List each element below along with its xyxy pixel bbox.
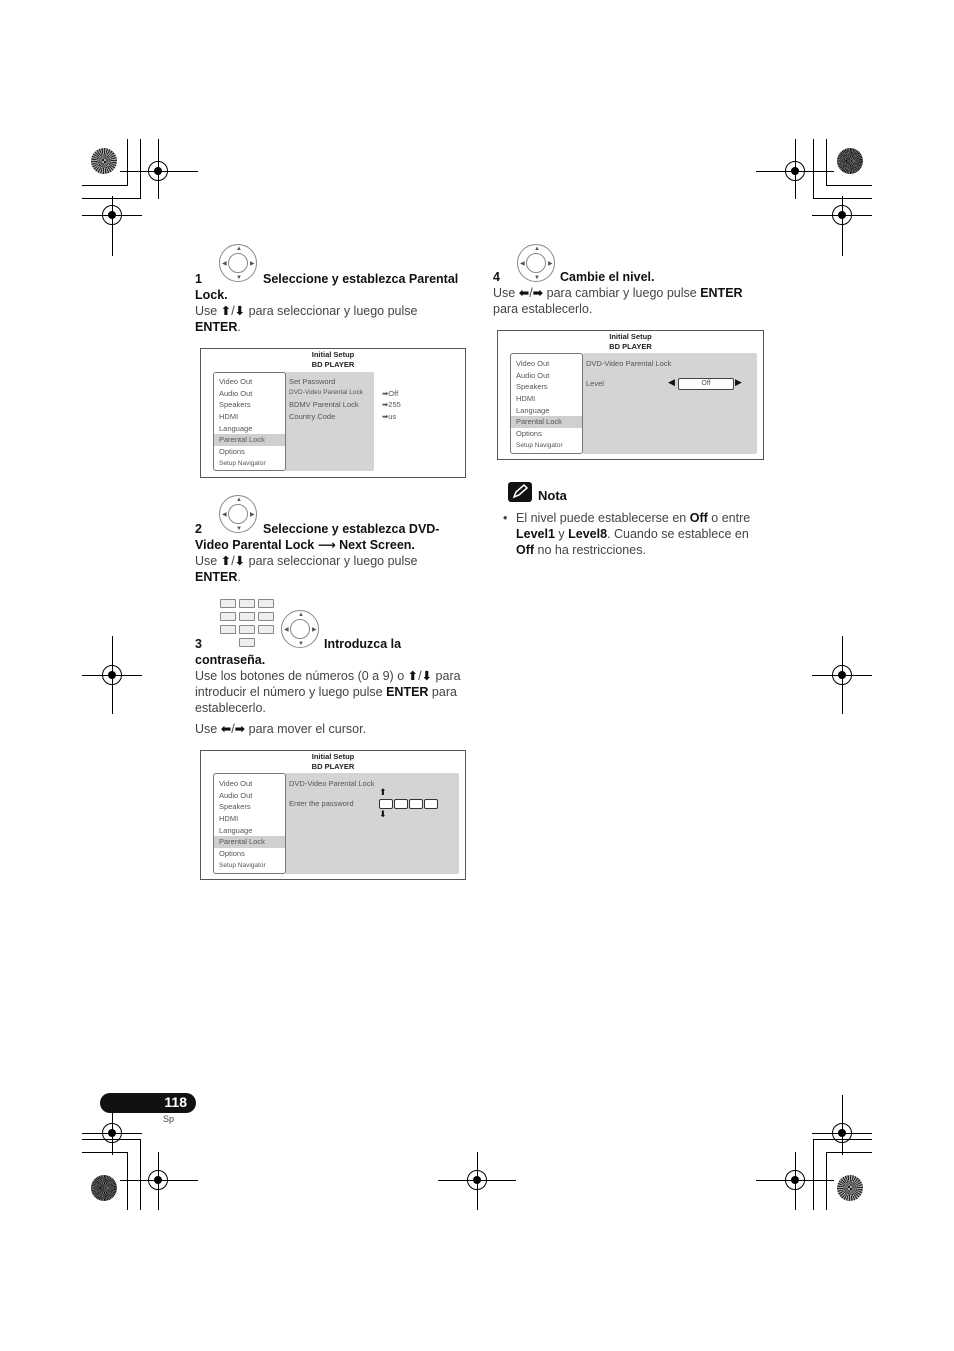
menu-item: Video Out <box>219 377 253 386</box>
menu-item: Language <box>219 825 253 835</box>
menu-item: Options <box>219 849 245 859</box>
right-arrow-icon: ➡ <box>382 400 389 409</box>
menu-item: Options <box>516 429 542 439</box>
password-digit-box <box>394 799 408 809</box>
page-language: Sp <box>163 1114 175 1124</box>
menu-item: Language <box>516 405 550 415</box>
row-value: ➡255 <box>382 400 401 409</box>
right-arrow-icon: ➡ <box>382 389 389 398</box>
down-arrow-icon: ⬇ <box>234 304 246 318</box>
step-3-text: Use los botones de números (0 a 9) o ⬆/⬇ para introducir el número y luego pulse ENTER para establecerlo. <box>195 669 461 715</box>
menu-item: Speakers <box>516 382 548 392</box>
left-triangle-icon: ◀ <box>668 377 675 387</box>
right-arrow-icon: ➡ <box>532 286 544 300</box>
up-arrow-icon: ⬆ <box>379 787 387 797</box>
page-number: 118 <box>164 1094 187 1110</box>
menu-item: Audio Out <box>219 388 253 398</box>
right-arrow-icon: ➡ <box>234 722 246 736</box>
step-3-cursor-text: Use ⬅/➡ para mover el cursor. <box>195 722 367 736</box>
step-4-text: Use ⬅/➡ para cambiar y luego pulse ENTER para establecerlo. <box>493 286 743 316</box>
level-value: Off <box>678 378 734 390</box>
note-title: Nota <box>538 488 567 503</box>
down-arrow-icon: ⬇ <box>234 554 246 568</box>
right-triangle-icon: ▶ <box>735 377 742 387</box>
dpad-icon: ▲ ▼ ◀ ▶ <box>517 244 555 282</box>
level-label: Level <box>586 379 604 388</box>
menu-row: Country Code <box>289 412 336 421</box>
menu-row: DVD-Video Parental Lock <box>289 389 363 396</box>
long-arrow-icon: ⟶ <box>317 538 336 552</box>
menu-item: Setup Navigator <box>219 459 266 467</box>
menu-item: Setup Navigator <box>219 861 266 869</box>
step-2-text: Use ⬆/⬇ para seleccionar y luego pulse ENTER. <box>195 554 418 584</box>
step-4-title: 4 Cambie el nivel. <box>493 270 655 284</box>
page-number-badge <box>100 1093 196 1113</box>
setup-menu <box>510 353 583 454</box>
password-label: Enter the password <box>289 799 354 808</box>
note-icon <box>508 482 532 502</box>
dpad-icon: ▲ ▼ ◀ ▶ <box>219 495 257 533</box>
menu-item: HDMI <box>516 394 536 404</box>
setup-menu <box>213 773 286 874</box>
password-digit-box <box>424 799 438 809</box>
menu-item: Video Out <box>516 359 550 368</box>
password-digit-box <box>379 799 393 809</box>
menu-row: Set Password <box>289 377 336 386</box>
row-value: ➡us <box>382 412 397 421</box>
menu-item-selected: Parental Lock <box>214 434 285 446</box>
menu-item: Audio Out <box>219 790 253 800</box>
panel-heading: DVD-Video Parental Lock <box>289 779 375 788</box>
left-arrow-icon: ⬅ <box>220 722 232 736</box>
menu-item-selected: Parental Lock <box>214 836 285 848</box>
down-arrow-icon: ⬇ <box>421 669 433 683</box>
menu-item: HDMI <box>219 814 239 824</box>
menu-item-selected: Parental Lock <box>511 416 582 428</box>
up-arrow-icon: ⬆ <box>407 669 419 683</box>
up-arrow-icon: ⬆ <box>220 554 232 568</box>
left-arrow-icon: ⬅ <box>518 286 530 300</box>
setup-screen-4: Initial Setup BD PLAYER Video Out Audio Out Speakers HDMI Language Parental Lock Options Setup Navigator DVD-Video Parental Lock Level ◀ Off ▶ <box>497 330 764 460</box>
step-1-title: 1 Seleccione y establezca Parental Lock. <box>195 272 459 302</box>
menu-item: Language <box>219 423 253 433</box>
note-text: • El nivel puede establecerse en Off o entre Level1 y Level8. Cuando se establece en Off no ha restricciones. <box>503 511 751 557</box>
bullet: • <box>503 511 508 525</box>
setup-menu <box>213 372 286 471</box>
menu-row: BDMV Parental Lock <box>289 400 359 409</box>
row-value: ➡Off <box>382 389 399 398</box>
menu-item: Speakers <box>219 400 251 410</box>
menu-item: HDMI <box>219 412 239 422</box>
panel-heading: DVD-Video Parental Lock <box>586 359 672 368</box>
up-arrow-icon: ⬆ <box>220 304 232 318</box>
step-1-text: Use ⬆/⬇ para seleccionar y luego pulse ENTER. <box>195 304 418 334</box>
down-arrow-icon: ⬇ <box>379 809 387 819</box>
right-arrow-icon: ➡ <box>382 412 389 421</box>
step-3-title: 3 Introduzca la contraseña. <box>195 637 402 667</box>
menu-item: Options <box>219 447 245 457</box>
setup-screen-3: Initial Setup BD PLAYER Video Out Audio Out Speakers HDMI Language Parental Lock Options Setup Navigator DVD-Video Parental Lock Enter the password ⬆ ⬇ <box>200 750 466 880</box>
menu-item: Setup Navigator <box>516 441 563 449</box>
password-digit-box <box>409 799 423 809</box>
step-2-title: 2 Seleccione y establezca DVD- Video Parental Lock ⟶ Next Screen. <box>195 522 440 552</box>
menu-item: Audio Out <box>516 370 550 380</box>
dpad-icon: ▲ ▼ ◀ ▶ <box>219 244 257 282</box>
dpad-icon: ▲ ▼ ◀ ▶ <box>281 610 319 648</box>
menu-item: Speakers <box>219 802 251 812</box>
menu-item: Video Out <box>219 779 253 788</box>
setup-screen-1: Initial Setup BD PLAYER Video Out Audio Out Speakers HDMI Language Parental Lock Options Setup Navigator Set Password DVD-Video Parental Lock BDMV Parental Lock Country Code ➡Off ➡255 ➡us <box>200 348 466 478</box>
